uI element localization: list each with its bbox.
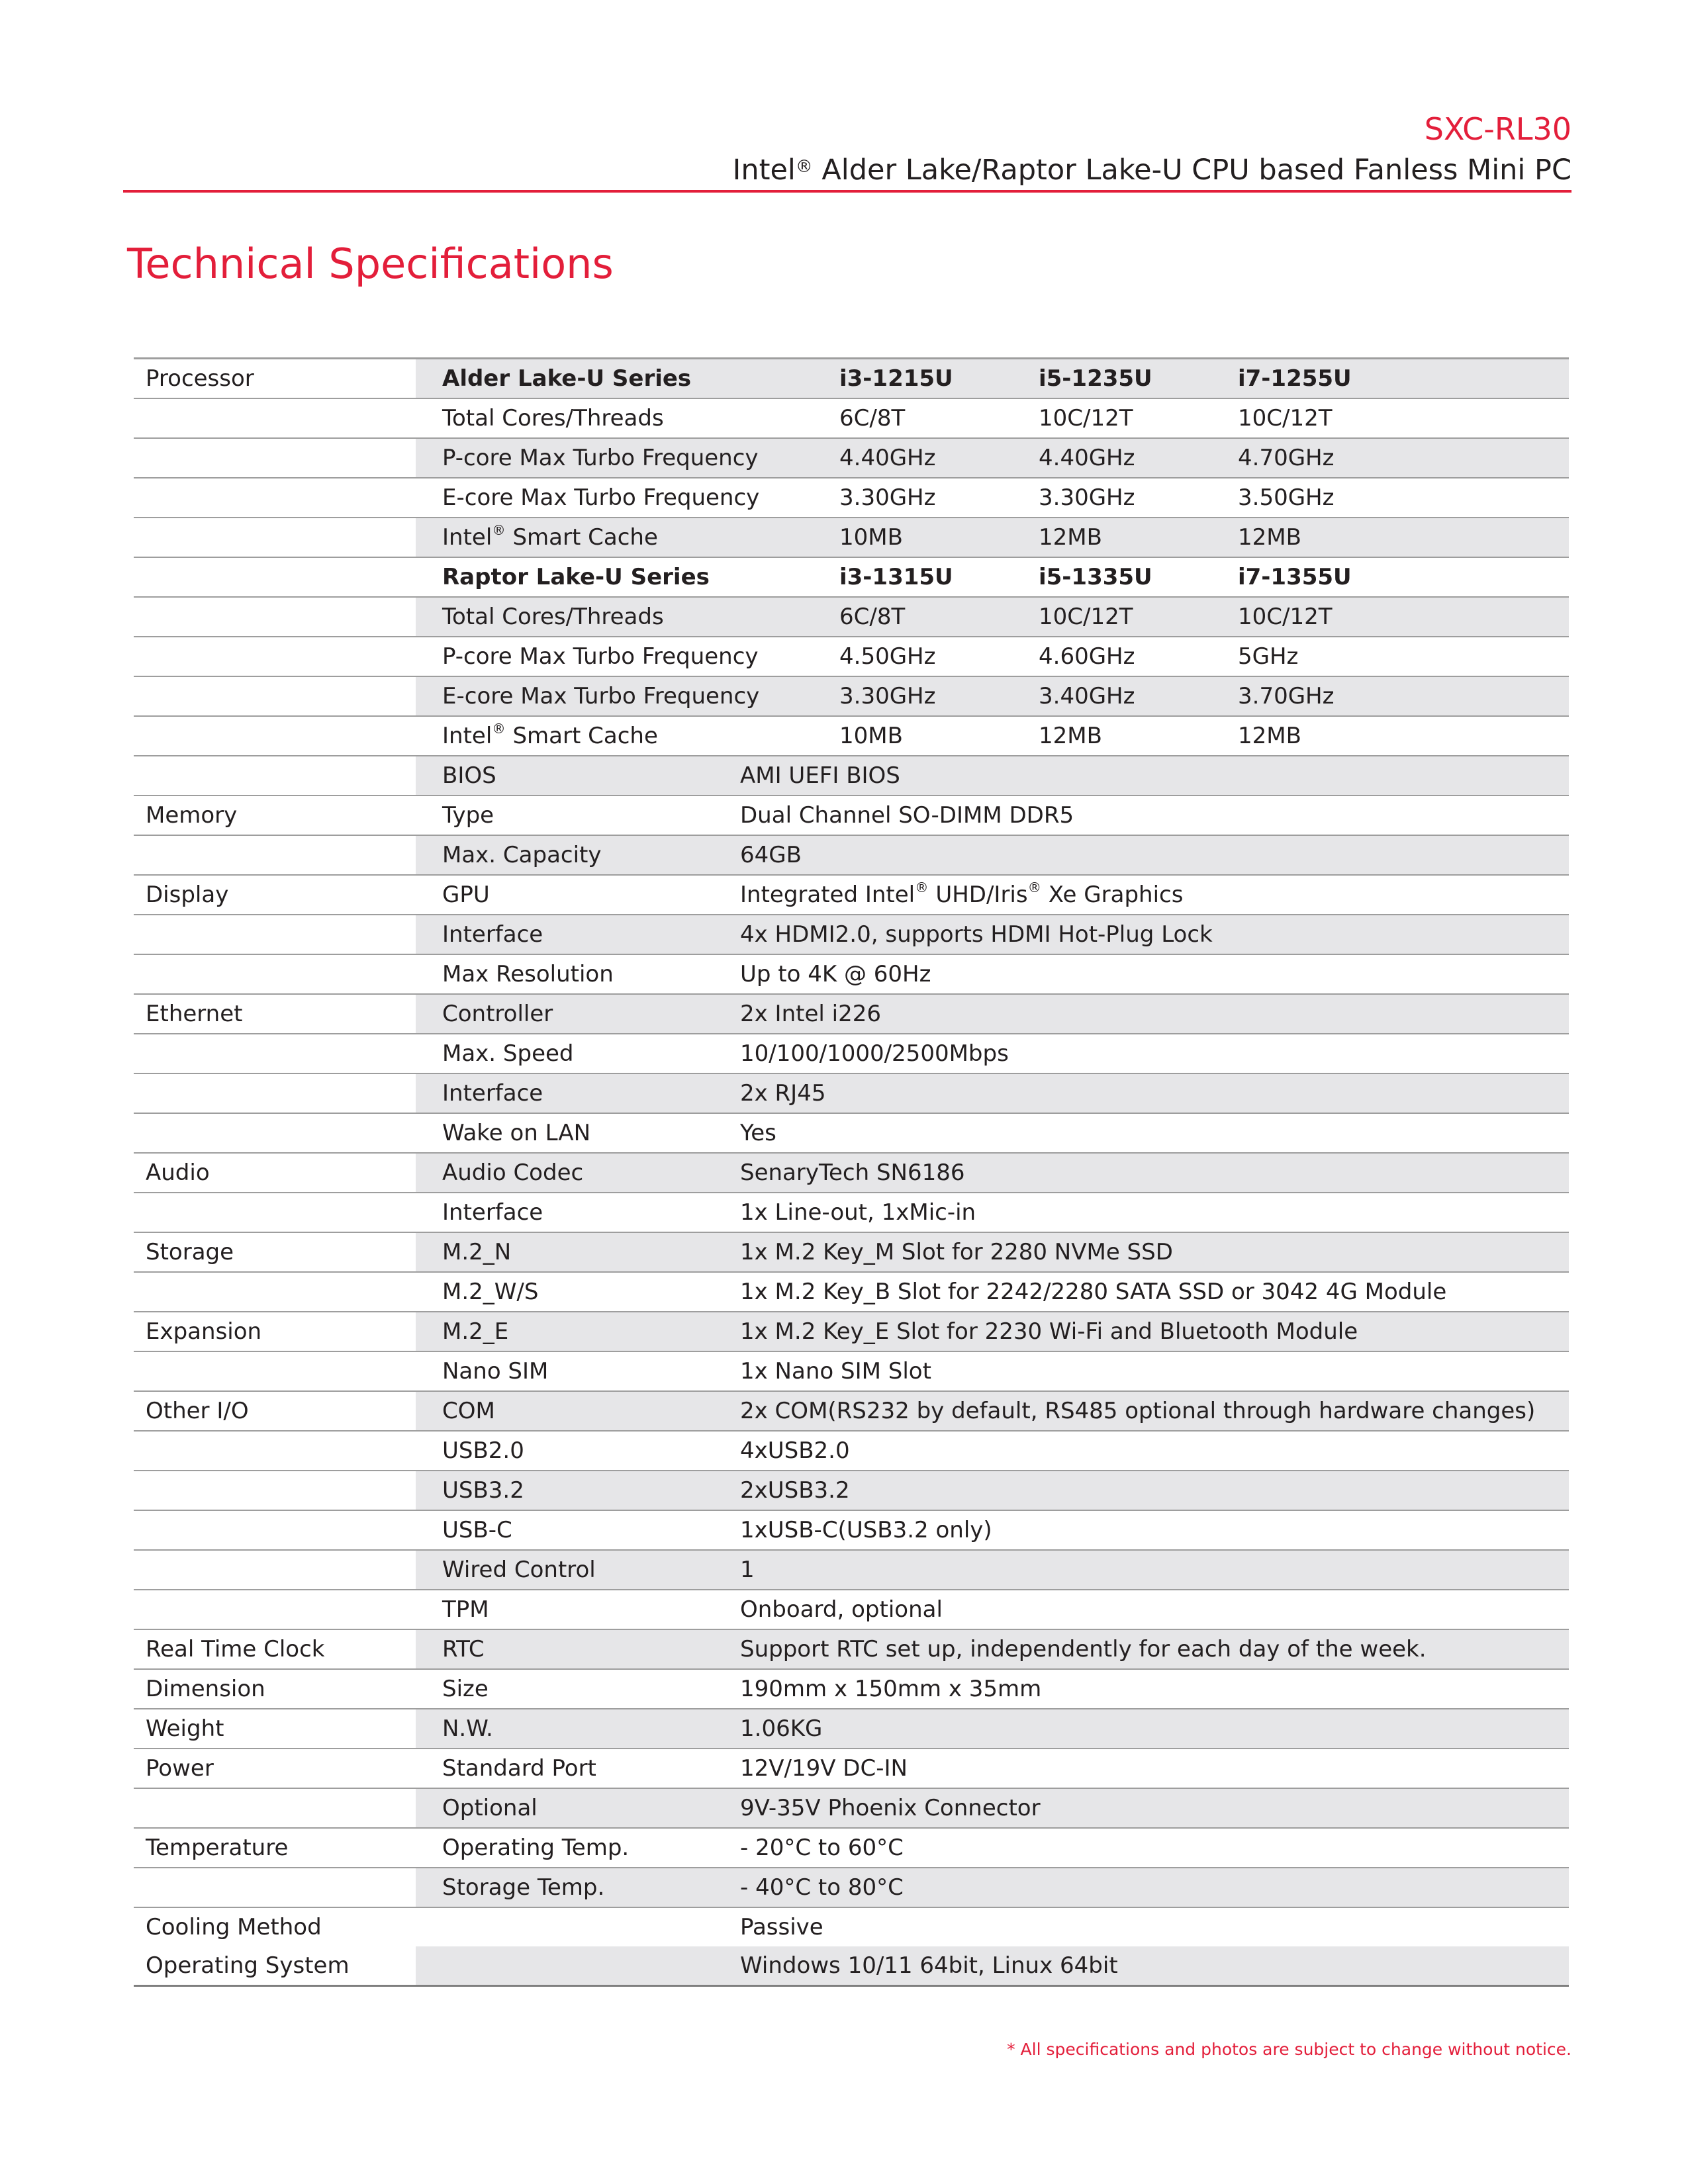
category-label: Audio — [146, 1160, 210, 1186]
model-name: i5-1235U — [1039, 365, 1152, 392]
spec-label: M.2_W/S — [442, 1279, 539, 1305]
row-shade — [416, 1352, 1569, 1390]
row-shade — [416, 1908, 1569, 1946]
table-row — [134, 1471, 1569, 1511]
spec-label: Interface — [442, 1080, 543, 1107]
table-row — [134, 1630, 1569, 1670]
spec-value: 2xUSB3.2 — [740, 1477, 850, 1504]
header-rule — [123, 190, 1571, 193]
spec-value: 1 — [740, 1557, 755, 1583]
registered-mark: ® — [492, 522, 506, 538]
model-name: i7-1355U — [1238, 564, 1352, 590]
spec-value: Onboard, optional — [740, 1596, 943, 1623]
registered-mark: ® — [492, 721, 506, 737]
table-row — [134, 1114, 1569, 1154]
category-label: Temperature — [146, 1835, 289, 1861]
category-label: Real Time Clock — [146, 1636, 325, 1662]
table-row — [134, 1352, 1569, 1392]
table-row — [134, 1154, 1569, 1193]
spec-label: P-core Max Turbo Frequency — [442, 445, 759, 471]
table-row — [134, 1074, 1569, 1114]
table-row — [134, 1749, 1569, 1789]
table-row — [134, 955, 1569, 995]
spec-table — [134, 357, 1569, 1987]
spec-value: - 20°C to 60°C — [740, 1835, 904, 1861]
table-row — [134, 1233, 1569, 1273]
registered-mark: ® — [915, 880, 929, 895]
table-row — [134, 1829, 1569, 1868]
table-row — [134, 1908, 1569, 1946]
spec-value: 1xUSB-C(USB3.2 only) — [740, 1517, 992, 1543]
registered-mark: ® — [1027, 880, 1041, 895]
spec-value: 4.70GHz — [1238, 445, 1335, 471]
table-row — [134, 1312, 1569, 1352]
spec-value: Windows 10/11 64bit, Linux 64bit — [740, 1952, 1118, 1979]
spec-value: 2x Intel i226 — [740, 1001, 881, 1027]
spec-label: Storage Temp. — [442, 1874, 605, 1901]
spec-label: Intel® Smart Cache — [442, 522, 658, 551]
table-row — [134, 836, 1569, 876]
spec-value: 6C/8T — [839, 405, 906, 432]
spec-label: Intel® Smart Cache — [442, 721, 658, 749]
spec-label: E-core Max Turbo Frequency — [442, 484, 760, 511]
table-row — [134, 995, 1569, 1034]
table-row — [134, 598, 1569, 637]
row-shade — [416, 995, 1569, 1033]
row-shade — [416, 1193, 1569, 1232]
table-row — [134, 439, 1569, 478]
spec-value: 6C/8T — [839, 604, 906, 630]
table-row — [134, 1789, 1569, 1829]
spec-value: 3.30GHz — [839, 683, 936, 709]
spec-label: Wired Control — [442, 1557, 596, 1583]
category-label: Ethernet — [146, 1001, 243, 1027]
spec-label: Total Cores/Threads — [442, 604, 664, 630]
table-row — [134, 717, 1569, 756]
spec-value: Yes — [740, 1120, 776, 1146]
spec-label: Standard Port — [442, 1755, 596, 1782]
table-row — [134, 1590, 1569, 1630]
spec-value: 10C/12T — [1238, 604, 1333, 630]
spec-value: 1x M.2 Key_M Slot for 2280 NVMe SSD — [740, 1239, 1173, 1265]
spec-label: Interface — [442, 921, 543, 948]
spec-value: 10MB — [839, 524, 903, 551]
spec-label: RTC — [442, 1636, 485, 1662]
spec-value: 10C/12T — [1238, 405, 1333, 432]
spec-value: 12V/19V DC-IN — [740, 1755, 908, 1782]
spec-value: 4xUSB2.0 — [740, 1437, 850, 1464]
spec-label: USB2.0 — [442, 1437, 524, 1464]
spec-label: Optional — [442, 1795, 538, 1821]
spec-value: 3.50GHz — [1238, 484, 1335, 511]
model-name: i3-1215U — [839, 365, 953, 392]
table-row — [134, 1946, 1569, 1987]
spec-value: 4.50GHz — [839, 643, 936, 670]
section-title: Technical Specifications — [127, 240, 614, 288]
row-shade — [416, 1709, 1569, 1748]
category-label: Power — [146, 1755, 214, 1782]
spec-label: Max. Speed — [442, 1040, 574, 1067]
model-name: i5-1335U — [1039, 564, 1152, 590]
spec-value: 10C/12T — [1039, 405, 1133, 432]
spec-value: 9V-35V Phoenix Connector — [740, 1795, 1041, 1821]
spec-label: COM — [442, 1398, 495, 1424]
spec-label: Audio Codec — [442, 1160, 584, 1186]
spec-value: 3.40GHz — [1039, 683, 1135, 709]
table-row — [134, 1034, 1569, 1074]
spec-value: AMI UEFI BIOS — [740, 762, 900, 789]
category-label: Cooling Method — [146, 1914, 322, 1940]
spec-value: 1x Nano SIM Slot — [740, 1358, 931, 1385]
table-row — [134, 399, 1569, 439]
spec-value: 10C/12T — [1039, 604, 1133, 630]
table-row — [134, 478, 1569, 518]
spec-value: Integrated Intel® UHD/Iris® Xe Graphics — [740, 880, 1184, 908]
spec-value: 3.70GHz — [1238, 683, 1335, 709]
spec-label: Total Cores/Threads — [442, 405, 664, 432]
spec-value: Up to 4K @ 60Hz — [740, 961, 931, 987]
spec-label: TPM — [442, 1596, 489, 1623]
spec-label: Max. Capacity — [442, 842, 602, 868]
row-shade — [416, 1471, 1569, 1510]
row-shade — [416, 1074, 1569, 1113]
category-label: Weight — [146, 1715, 224, 1742]
table-row — [134, 1709, 1569, 1749]
row-shade — [416, 756, 1569, 795]
header-model: SXC-RL30 — [1424, 111, 1571, 147]
spec-label: USB3.2 — [442, 1477, 524, 1504]
table-row — [134, 876, 1569, 915]
spec-label: GPU — [442, 882, 490, 908]
spec-label: Nano SIM — [442, 1358, 549, 1385]
table-row — [134, 915, 1569, 955]
table-row — [134, 756, 1569, 796]
category-label: Storage — [146, 1239, 234, 1265]
spec-label: BIOS — [442, 762, 496, 789]
model-name: i3-1315U — [839, 564, 953, 590]
spec-label: Operating Temp. — [442, 1835, 630, 1861]
spec-value: Dual Channel SO-DIMM DDR5 — [740, 802, 1074, 829]
spec-value: 12MB — [1238, 524, 1301, 551]
spec-value: 4.60GHz — [1039, 643, 1135, 670]
row-shade — [416, 1432, 1569, 1470]
table-row — [134, 637, 1569, 677]
spec-value: 4.40GHz — [839, 445, 936, 471]
spec-value: - 40°C to 80°C — [740, 1874, 904, 1901]
row-shade — [416, 1511, 1569, 1549]
table-row — [134, 518, 1569, 558]
table-row — [134, 796, 1569, 836]
spec-label: USB-C — [442, 1517, 512, 1543]
model-name: i7-1255U — [1238, 365, 1352, 392]
spec-label: Type — [442, 802, 494, 829]
spec-value: 64GB — [740, 842, 802, 868]
table-row — [134, 1868, 1569, 1908]
row-shade — [416, 1590, 1569, 1629]
spec-label: N.W. — [442, 1715, 493, 1742]
category-label: Memory — [146, 802, 238, 829]
spec-value: Support RTC set up, independently for each day of the week. — [740, 1636, 1427, 1662]
spec-value: 12MB — [1039, 723, 1102, 749]
table-row — [134, 359, 1569, 399]
spec-label: Max Resolution — [442, 961, 614, 987]
spec-value: 190mm x 150mm x 35mm — [740, 1676, 1042, 1702]
spec-label: Interface — [442, 1199, 543, 1226]
spec-value: 12MB — [1238, 723, 1301, 749]
category-label: Other I/O — [146, 1398, 249, 1424]
spec-label: Size — [442, 1676, 489, 1702]
category-label: Display — [146, 882, 229, 908]
table-row — [134, 677, 1569, 717]
spec-value: 2x COM(RS232 by default, RS485 optional through hardware changes) — [740, 1398, 1536, 1424]
spec-value: 12MB — [1039, 524, 1102, 551]
table-row — [134, 1551, 1569, 1590]
spec-value: 10/100/1000/2500Mbps — [740, 1040, 1009, 1067]
spec-value: 1x M.2 Key_E Slot for 2230 Wi-Fi and Bluetooth Module — [740, 1318, 1358, 1345]
header-subtitle: Intel® Alder Lake/Raptor Lake-U CPU based Fanless Mini PC — [732, 154, 1571, 187]
spec-label: M.2_N — [442, 1239, 512, 1265]
spec-value: 4x HDMI2.0, supports HDMI Hot-Plug Lock — [740, 921, 1213, 948]
category-label: Dimension — [146, 1676, 265, 1702]
registered-mark: ® — [795, 157, 813, 177]
spec-label: E-core Max Turbo Frequency — [442, 683, 760, 709]
footnote: * All specifications and photos are subject to change without notice. — [1007, 2040, 1571, 2059]
spec-value: 5GHz — [1238, 643, 1299, 670]
table-row — [134, 1432, 1569, 1471]
series-name: Raptor Lake-U Series — [442, 564, 710, 590]
spec-value: Passive — [740, 1914, 823, 1940]
category-label: Operating System — [146, 1952, 350, 1979]
series-name: Alder Lake-U Series — [442, 365, 692, 392]
table-row — [134, 1670, 1569, 1709]
spec-value: 1x Line-out, 1xMic-in — [740, 1199, 976, 1226]
spec-value: 1.06KG — [740, 1715, 823, 1742]
table-row — [134, 1392, 1569, 1432]
spec-label: Wake on LAN — [442, 1120, 591, 1146]
category-label: Processor — [146, 365, 254, 392]
table-row — [134, 1273, 1569, 1312]
spec-label: P-core Max Turbo Frequency — [442, 643, 759, 670]
category-label: Expansion — [146, 1318, 262, 1345]
spec-label: Controller — [442, 1001, 553, 1027]
spec-value: 3.30GHz — [1039, 484, 1135, 511]
spec-value: 10MB — [839, 723, 903, 749]
table-row — [134, 1511, 1569, 1551]
table-row — [134, 1193, 1569, 1233]
spec-label: M.2_E — [442, 1318, 509, 1345]
spec-value: 3.30GHz — [839, 484, 936, 511]
table-row — [134, 558, 1569, 598]
spec-value: SenaryTech SN6186 — [740, 1160, 965, 1186]
spec-value: 4.40GHz — [1039, 445, 1135, 471]
row-shade — [416, 1154, 1569, 1192]
spec-value: 1x M.2 Key_B Slot for 2242/2280 SATA SSD or 3042 4G Module — [740, 1279, 1447, 1305]
spec-value: 2x RJ45 — [740, 1080, 826, 1107]
